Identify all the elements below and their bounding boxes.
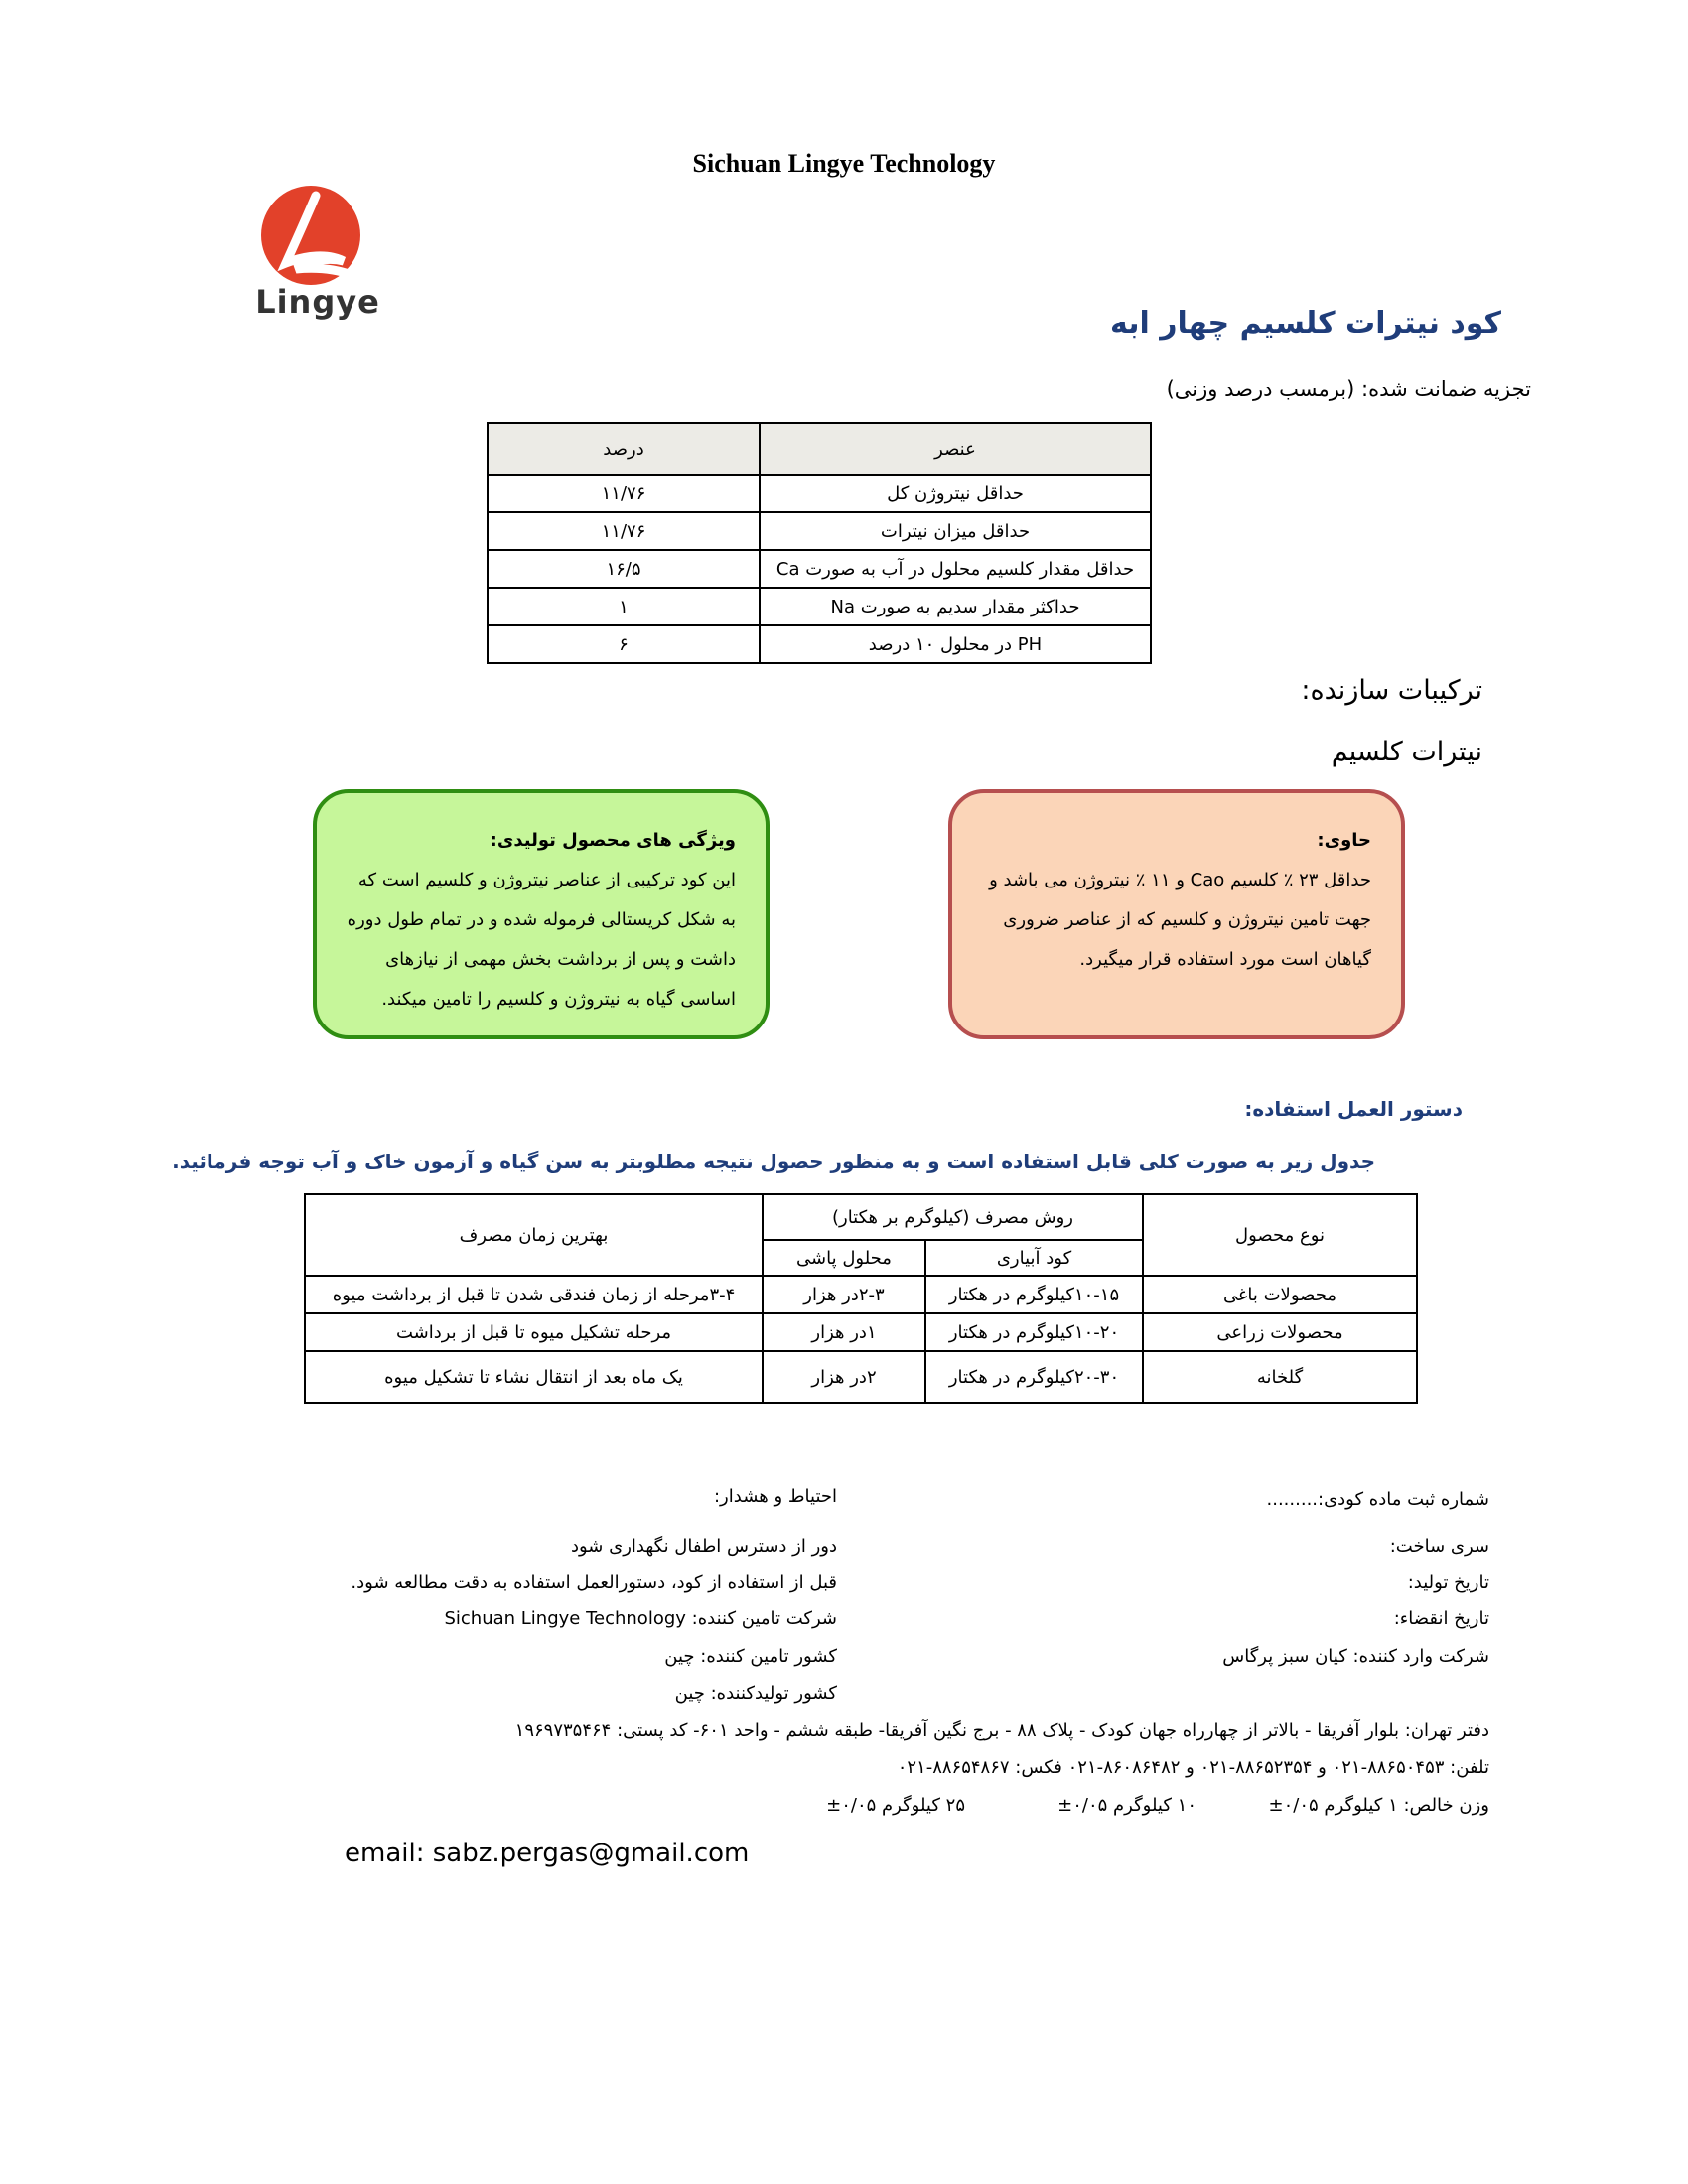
analysis-label: تجزیه ضمانت شده: (برمسب درصد وزنی) bbox=[1166, 377, 1531, 401]
spray-cell: ۲در هزار bbox=[763, 1351, 925, 1403]
contains-line: گیاهان است مورد استفاده قرار میگیرد. bbox=[1079, 949, 1371, 970]
header-percent: درصد bbox=[488, 423, 760, 475]
supplier-line: شرکت تامین کننده: Sichuan Lingye Technology bbox=[444, 1608, 837, 1629]
net-weight-1kg: وزن خالص: ۱ کیلوگرم ۰/۰۵± bbox=[1268, 1795, 1489, 1816]
table-row bbox=[488, 512, 1151, 550]
product-cell: محصولات زراعی bbox=[1143, 1313, 1417, 1351]
header-product-type: نوع محصول bbox=[1143, 1194, 1417, 1276]
features-line: داشت و پس از برداشت بخش مهمی از نیازهای bbox=[385, 949, 736, 970]
time-cell: ۳-۴مرحله از زمان فندقی شدن تا قبل از برداشت میوه bbox=[305, 1276, 763, 1313]
company-header: Sichuan Lingye Technology bbox=[692, 149, 996, 178]
producer-country: کشور تولیدکننده: چین bbox=[674, 1683, 837, 1704]
features-title: ویژگی های محصول تولیدی: bbox=[490, 830, 736, 851]
instructions-heading: دستور العمل استفاده: bbox=[1244, 1097, 1463, 1121]
table-row bbox=[488, 475, 1151, 512]
table-row bbox=[305, 1276, 1417, 1313]
percent-cell: ۱ bbox=[488, 588, 760, 625]
composition-heading: ترکیبات سازنده: bbox=[1301, 675, 1482, 706]
net-weight-10kg: ۱۰ کیلوگرم ۰/۰۵± bbox=[1057, 1795, 1196, 1816]
product-cell: محصولات باغی bbox=[1143, 1276, 1417, 1313]
batch-number: سری ساخت: bbox=[1389, 1536, 1489, 1557]
percent-cell: ۱۱/۷۶ bbox=[488, 512, 760, 550]
contains-line: جهت تامین نیتروژن و کلسیم که از عناصر ضروری bbox=[1003, 909, 1371, 930]
element-cell: PH در محلول ۱۰ درصد bbox=[760, 625, 1151, 663]
percent-cell: ۱۱/۷۶ bbox=[488, 475, 760, 512]
caution-line: دور از دسترس اطفال نگهداری شود bbox=[570, 1536, 837, 1557]
production-date: تاریخ تولید: bbox=[1407, 1572, 1489, 1593]
fertigation-cell: ۱۰-۱۵کیلوگرم در هکتار bbox=[925, 1276, 1143, 1313]
email-contact[interactable]: email: sabz.pergas@gmail.com bbox=[345, 1839, 750, 1868]
usage-table bbox=[304, 1193, 1418, 1404]
spray-cell: ۱در هزار bbox=[763, 1313, 925, 1351]
product-cell: گلخانه bbox=[1143, 1351, 1417, 1403]
element-cell: حداقل مقدار کلسیم محلول در آب به صورت Ca bbox=[760, 550, 1151, 588]
calcium-nitrate-heading: نیترات کلسیم bbox=[1331, 737, 1482, 767]
fertigation-cell: ۱۰-۲۰کیلوگرم در هکتار bbox=[925, 1313, 1143, 1351]
logo-wordmark: Lingye bbox=[255, 283, 380, 321]
contains-box bbox=[948, 789, 1405, 1039]
phone-fax: تلفن: ۸۸۶۵۰۴۵۳-۰۲۱ و ۸۸۶۵۲۳۵۴-۰۲۱ و ۸۶۰۸۶۴۸۲-۰۲۱ فکس: ۸۸۶۵۴۸۶۷-۰۲۱ bbox=[897, 1757, 1489, 1778]
percent-cell: ۶ bbox=[488, 625, 760, 663]
supplier-country: کشور تامین کننده: چین bbox=[664, 1646, 837, 1667]
element-cell: حداقل میزان نیترات bbox=[760, 512, 1151, 550]
analysis-table bbox=[487, 422, 1152, 664]
features-line: به شکل کریستالی فرموله شده و در تمام طول دوره bbox=[347, 909, 736, 930]
table-row bbox=[305, 1313, 1417, 1351]
features-line: اساسی گیاه به نیتروژن و کلسیم را تامین میکند. bbox=[381, 989, 736, 1010]
contains-line: حداقل ۲۳ ٪ کلسیم Cao و ۱۱ ٪ نیتروژن می باشد و bbox=[989, 870, 1371, 890]
caution-title: احتیاط و هشدار: bbox=[713, 1486, 837, 1507]
office-address: دفتر تهران: بلوار آفریقا - بالاتر از چهارراه جهان کودک - پلاک ۸۸ - برج نگین آفریقا- طبقه ششم - واحد ۶۰۱- کد پستی: ۱۹۶۹۷۳۵۴۶۴ bbox=[514, 1720, 1489, 1741]
header-fertigation: کود آبیاری bbox=[925, 1240, 1143, 1276]
expiry-date: تاریخ انقضاء: bbox=[1393, 1608, 1489, 1629]
table-row bbox=[488, 625, 1151, 663]
contains-title: حاوی: bbox=[1317, 830, 1371, 851]
header-spray: محلول پاشی bbox=[763, 1240, 925, 1276]
net-weight-25kg: ۲۵ کیلوگرم ۰/۰۵± bbox=[826, 1795, 965, 1816]
time-cell: یک ماه بعد از انتقال نشاء تا تشکیل میوه bbox=[305, 1351, 763, 1403]
importer-line: شرکت وارد کننده: کیان سبز پرگاس bbox=[1222, 1646, 1489, 1667]
instructions-note: جدول زیر به صورت کلی قابل استفاده است و به منظور حصول نتیجه مطلوبتر به سن گیاه و آزمون خاک و آب توجه فرمائید. bbox=[172, 1150, 1375, 1173]
table-row bbox=[305, 1351, 1417, 1403]
header-best-time: بهترین زمان مصرف bbox=[305, 1194, 763, 1276]
time-cell: مرحله تشکیل میوه تا قبل از برداشت bbox=[305, 1313, 763, 1351]
features-box bbox=[313, 789, 770, 1039]
features-line: این کود ترکیبی از عناصر نیتروژن و کلسیم است که bbox=[357, 870, 736, 890]
product-title: کود نیترات کلسیم چهار ابه bbox=[1110, 306, 1501, 341]
fertigation-cell: ۲۰-۳۰کیلوگرم در هکتار bbox=[925, 1351, 1143, 1403]
caution-line: قبل از استفاده از کود، دستورالعمل استفاده به دقت مطالعه شود. bbox=[351, 1572, 837, 1593]
header-method: روش مصرف (کیلوگرم بر هکتار) bbox=[763, 1194, 1143, 1240]
table-row bbox=[488, 550, 1151, 588]
registration-number: شماره ثبت ماده کودی:......... bbox=[1266, 1489, 1489, 1510]
element-cell: حداقل نیتروژن کل bbox=[760, 475, 1151, 512]
header-element: عنصر bbox=[760, 423, 1151, 475]
spray-cell: ۲-۳در هزار bbox=[763, 1276, 925, 1313]
element-cell: حداکثر مقدار سدیم به صورت Na bbox=[760, 588, 1151, 625]
table-row bbox=[488, 588, 1151, 625]
percent-cell: ۱۶/۵ bbox=[488, 550, 760, 588]
